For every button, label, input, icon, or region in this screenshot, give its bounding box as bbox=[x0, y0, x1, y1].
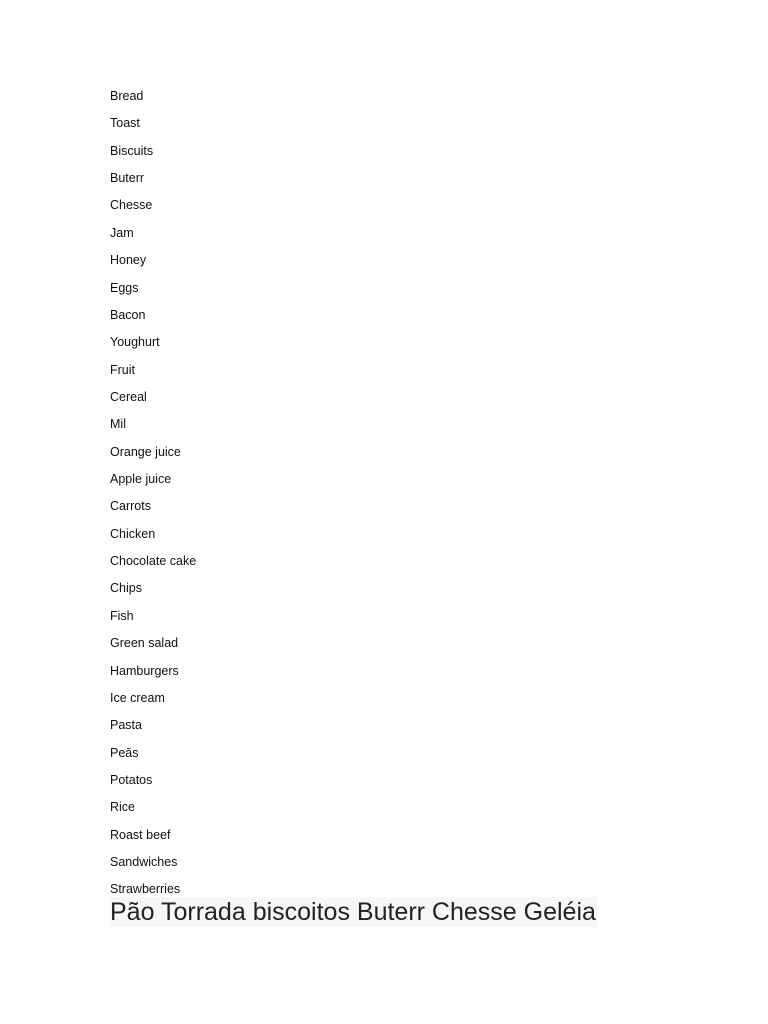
list-item: Chips bbox=[110, 581, 142, 596]
list-item: Cereal bbox=[110, 389, 147, 404]
list-item: Eggs bbox=[110, 280, 139, 295]
list-item: Bacon bbox=[110, 307, 146, 322]
list-item: Chesse bbox=[110, 198, 153, 213]
list-item: Strawberries bbox=[110, 882, 181, 897]
list-item: Fruit bbox=[110, 362, 135, 377]
list-item: Ice cream bbox=[110, 690, 165, 705]
list-item: Pasta bbox=[110, 718, 142, 733]
list-item: Biscuits bbox=[110, 143, 154, 158]
list-item: Toast bbox=[110, 116, 140, 131]
list-item: Bread bbox=[110, 89, 144, 103]
list-item: Orange juice bbox=[110, 444, 181, 459]
list-item: Sandwiches bbox=[110, 855, 178, 870]
list-item: Roast beef bbox=[110, 827, 171, 842]
list-item: Honey bbox=[110, 253, 147, 268]
list-item: Jam bbox=[110, 225, 134, 240]
vocabulary-list bbox=[110, 83, 196, 904]
list-item: Buterr bbox=[110, 171, 145, 186]
translation-line: Pão Torrada biscoitos Buterr Chesse Geléia bbox=[110, 898, 596, 926]
list-item: Youghurt bbox=[110, 335, 160, 350]
list-item: Carrots bbox=[110, 499, 151, 514]
list-item: Mil bbox=[110, 417, 126, 432]
list-item: Chocolate cake bbox=[110, 554, 197, 569]
list-item: Peās bbox=[110, 745, 139, 760]
list-item: Potatos bbox=[110, 772, 153, 787]
list-item: Rice bbox=[110, 800, 136, 815]
list-item: Apple juice bbox=[110, 472, 172, 487]
list-item: Fish bbox=[110, 608, 134, 623]
list-item: Chicken bbox=[110, 526, 156, 541]
list-item: Hamburgers bbox=[110, 663, 179, 678]
list-item: Green salad bbox=[110, 636, 179, 651]
